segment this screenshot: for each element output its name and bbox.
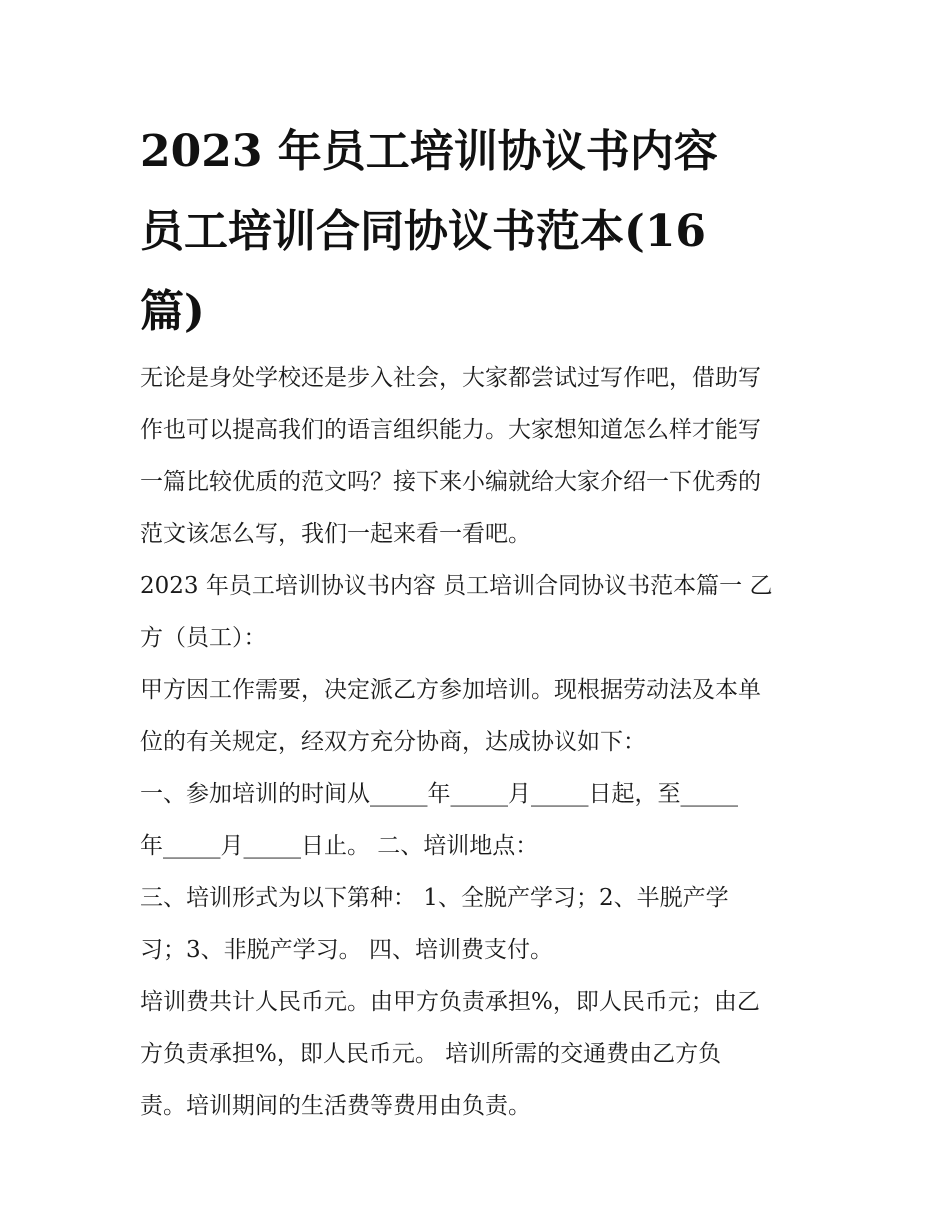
text-line: 一篇比较优质的范文吗？接下来小编就给大家介绍一下优秀的 (140, 469, 761, 495)
text-line: 作也可以提高我们的语言组织能力。大家想知道怎么样才能写 (140, 417, 761, 443)
title-line: 2023 年员工培训协议书内容 (140, 126, 718, 177)
text-line: 责。培训期间的生活费等费用由负责。 (140, 1093, 531, 1119)
text-line: 培训费共计人民币元。由甲方负责承担%，即人民币元；由乙 (140, 989, 760, 1015)
text-line: 2023 年员工培训协议书内容 员工培训合同协议书范本篇一 乙 (140, 573, 773, 599)
text-line: 习；3、非脱产学习。 四、培训费支付。 (140, 937, 553, 963)
text-line: 一、参加培训的时间从_____年_____月_____日起，至_____ (140, 781, 738, 807)
text-line: 三、培训形式为以下第种： 1、全脱产学习；2、半脱产学 (140, 885, 729, 911)
title-line: 员工培训合同协议书范本(16 (140, 206, 707, 257)
section-heading-paragraph (140, 560, 820, 664)
document-title (140, 112, 830, 352)
text-line: 范文该怎么写，我们一起来看一看吧。 (140, 521, 531, 547)
training-fee-clause (140, 976, 820, 1132)
intro-paragraph (140, 352, 820, 560)
training-time-clause (140, 768, 820, 872)
document-body (140, 352, 820, 1132)
agreement-preamble-paragraph (140, 664, 820, 768)
text-line: 方负责承担%，即人民币元。 培训所需的交通费由乙方负 (140, 1041, 722, 1067)
text-line: 年_____月_____日止。 二、培训地点： (140, 833, 539, 859)
text-line: 位的有关规定，经双方充分协商，达成协议如下： (140, 729, 646, 755)
title-line: 篇) (140, 286, 205, 337)
training-form-clause (140, 872, 820, 976)
text-line: 甲方因工作需要，决定派乙方参加培训。现根据劳动法及本单 (140, 677, 761, 703)
text-line: 无论是身处学校还是步入社会，大家都尝试过写作吧，借助写 (140, 365, 761, 391)
text-line: 方（员工）： (140, 625, 267, 651)
